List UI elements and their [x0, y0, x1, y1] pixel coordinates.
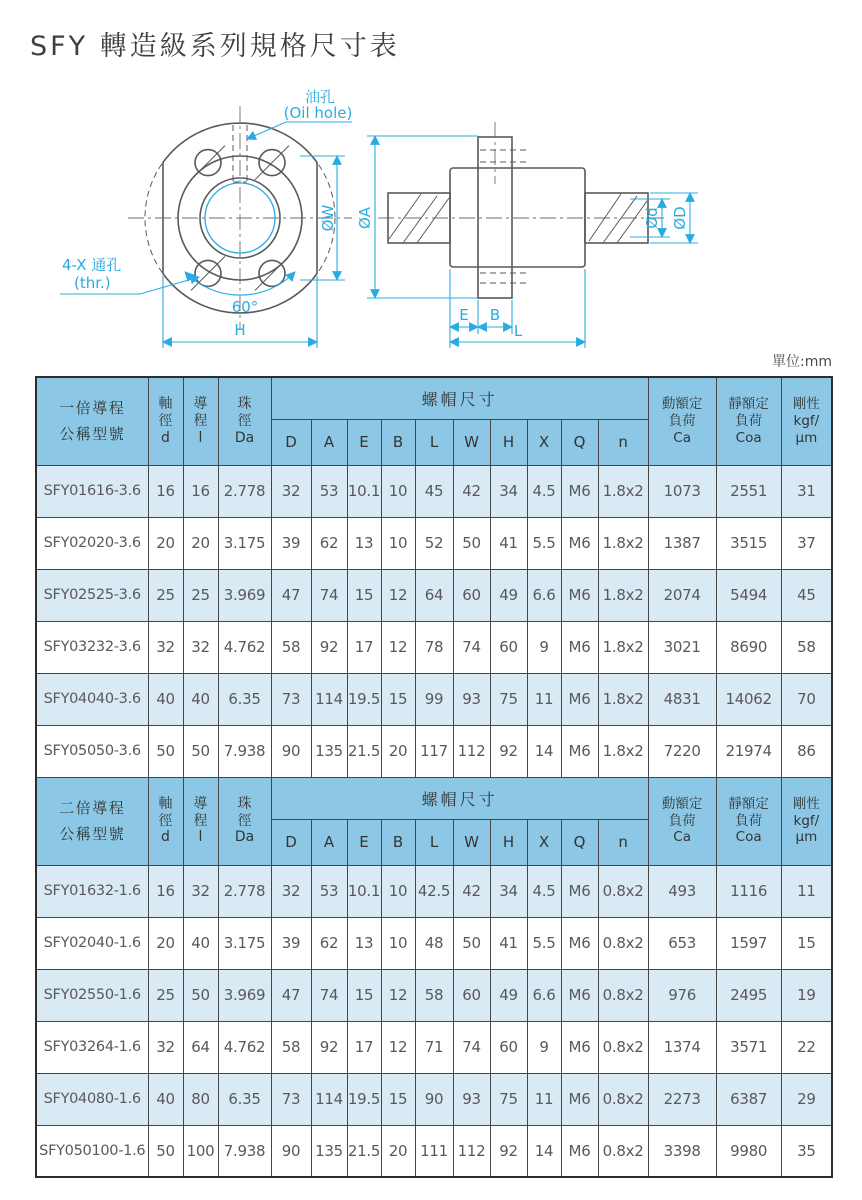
value-cell: 31: [781, 465, 832, 517]
value-cell: 75: [490, 1073, 527, 1125]
value-cell: 92: [311, 1021, 347, 1073]
value-cell: 100: [183, 1125, 218, 1177]
value-cell: 92: [490, 725, 527, 777]
value-cell: 1.8x2: [598, 621, 648, 673]
value-cell: 60: [490, 1021, 527, 1073]
value-cell: 0.8x2: [598, 865, 648, 917]
table-row: [36, 1021, 832, 1073]
value-cell: 1387: [648, 517, 716, 569]
value-cell: 1374: [648, 1021, 716, 1073]
value-cell: 3.969: [218, 969, 271, 1021]
value-cell: 47: [271, 569, 311, 621]
column-header-w: W: [453, 419, 490, 465]
value-cell: 10.1: [347, 865, 381, 917]
value-cell: 58: [271, 1021, 311, 1073]
value-cell: 112: [453, 1125, 490, 1177]
value-cell: 12: [381, 621, 415, 673]
column-header-lead: 導 程 l: [183, 777, 218, 865]
value-cell: 25: [183, 569, 218, 621]
value-cell: 2495: [716, 969, 781, 1021]
value-cell: 93: [453, 1073, 490, 1125]
value-cell: 92: [490, 1125, 527, 1177]
value-cell: 1597: [716, 917, 781, 969]
value-cell: 25: [148, 969, 183, 1021]
value-cell: M6: [561, 517, 598, 569]
value-cell: 32: [148, 621, 183, 673]
value-cell: 16: [183, 465, 218, 517]
column-header-l: L: [415, 419, 453, 465]
value-cell: 5.5: [527, 917, 561, 969]
table-row: [36, 865, 832, 917]
model-cell: SFY02020-3.6: [36, 517, 148, 569]
value-cell: 0.8x2: [598, 1021, 648, 1073]
unit-label: 單位:mm: [772, 354, 832, 370]
value-cell: 74: [311, 569, 347, 621]
value-cell: 37: [781, 517, 832, 569]
table-row: [36, 621, 832, 673]
value-cell: M6: [561, 1021, 598, 1073]
value-cell: 92: [311, 621, 347, 673]
value-cell: 22: [781, 1021, 832, 1073]
value-cell: 64: [183, 1021, 218, 1073]
column-header-static-load: 靜額定 負荷 Coa: [716, 377, 781, 465]
table-row: [36, 969, 832, 1021]
value-cell: 4.5: [527, 465, 561, 517]
value-cell: 49: [490, 969, 527, 1021]
value-cell: 86: [781, 725, 832, 777]
value-cell: 9: [527, 621, 561, 673]
oil-hole-label-zh: 油孔: [304, 88, 336, 106]
value-cell: 62: [311, 917, 347, 969]
dim-e-label: E: [459, 306, 469, 324]
value-cell: 99: [415, 673, 453, 725]
column-header-a: A: [311, 819, 347, 865]
table-row: [36, 517, 832, 569]
column-header-h: H: [490, 819, 527, 865]
column-header-shaft-dia: 軸 徑 d: [148, 377, 183, 465]
header-row-2: [36, 777, 832, 819]
dim-d-small-label: Ød: [643, 207, 661, 229]
dim-d-big-label: ØD: [671, 206, 689, 230]
value-cell: 12: [381, 1021, 415, 1073]
value-cell: 40: [148, 673, 183, 725]
value-cell: 15: [381, 1073, 415, 1125]
value-cell: 15: [781, 917, 832, 969]
value-cell: 17: [347, 1021, 381, 1073]
value-cell: 1.8x2: [598, 465, 648, 517]
column-header-ball-dia: 珠 徑 Da: [218, 777, 271, 865]
value-cell: 3021: [648, 621, 716, 673]
value-cell: 50: [148, 725, 183, 777]
value-cell: 6.35: [218, 1073, 271, 1125]
model-cell: SFY03264-1.6: [36, 1021, 148, 1073]
value-cell: 2074: [648, 569, 716, 621]
value-cell: 20: [183, 517, 218, 569]
value-cell: 42.5: [415, 865, 453, 917]
value-cell: 1073: [648, 465, 716, 517]
column-header-dynamic-load: 動額定 負荷 Ca: [648, 777, 716, 865]
value-cell: 10: [381, 517, 415, 569]
value-cell: 20: [381, 725, 415, 777]
value-cell: M6: [561, 673, 598, 725]
value-cell: 90: [271, 1125, 311, 1177]
column-header-rigidity: 剛性 kgf/ μm: [781, 377, 832, 465]
value-cell: M6: [561, 621, 598, 673]
table-row: [36, 673, 832, 725]
value-cell: 39: [271, 917, 311, 969]
value-cell: 9: [527, 1021, 561, 1073]
table-row: [36, 917, 832, 969]
value-cell: 20: [148, 517, 183, 569]
value-cell: 3.969: [218, 569, 271, 621]
value-cell: 3398: [648, 1125, 716, 1177]
value-cell: 39: [271, 517, 311, 569]
column-header-q: Q: [561, 819, 598, 865]
column-header-h: H: [490, 419, 527, 465]
column-header-nut-dimensions: 螺帽尺寸: [271, 777, 648, 819]
column-header-nut-dimensions: 螺帽尺寸: [271, 377, 648, 419]
value-cell: 2273: [648, 1073, 716, 1125]
oil-hole-label-en: (Oil hole): [283, 104, 353, 122]
column-header-n: n: [598, 419, 648, 465]
value-cell: 1116: [716, 865, 781, 917]
value-cell: 6387: [716, 1073, 781, 1125]
value-cell: 3571: [716, 1021, 781, 1073]
value-cell: 41: [490, 517, 527, 569]
value-cell: 10: [381, 917, 415, 969]
value-cell: 7220: [648, 725, 716, 777]
value-cell: 25: [148, 569, 183, 621]
model-cell: SFY050100-1.6: [36, 1125, 148, 1177]
column-header-lead: 導 程 l: [183, 377, 218, 465]
value-cell: 50: [183, 969, 218, 1021]
value-cell: 6.35: [218, 673, 271, 725]
value-cell: 13: [347, 517, 381, 569]
value-cell: 19: [781, 969, 832, 1021]
value-cell: 5.5: [527, 517, 561, 569]
value-cell: 2551: [716, 465, 781, 517]
value-cell: 53: [311, 865, 347, 917]
value-cell: 48: [415, 917, 453, 969]
model-cell: SFY05050-3.6: [36, 725, 148, 777]
value-cell: 73: [271, 1073, 311, 1125]
value-cell: 135: [311, 725, 347, 777]
value-cell: 2.778: [218, 865, 271, 917]
thru-hole-label-zh: 4-X 通孔: [62, 256, 122, 274]
value-cell: 3515: [716, 517, 781, 569]
value-cell: 11: [781, 865, 832, 917]
column-header-d: D: [271, 419, 311, 465]
dim-w-label: ØW: [319, 204, 337, 232]
value-cell: 70: [781, 673, 832, 725]
column-header-model: 二倍導程 公稱型號: [36, 777, 148, 865]
value-cell: 74: [311, 969, 347, 1021]
model-cell: SFY02550-1.6: [36, 969, 148, 1021]
value-cell: M6: [561, 865, 598, 917]
model-cell: SFY02040-1.6: [36, 917, 148, 969]
value-cell: 32: [183, 865, 218, 917]
value-cell: 42: [453, 865, 490, 917]
value-cell: 1.8x2: [598, 517, 648, 569]
column-header-a: A: [311, 419, 347, 465]
table-row: [36, 465, 832, 517]
value-cell: 1.8x2: [598, 673, 648, 725]
value-cell: 6.6: [527, 969, 561, 1021]
value-cell: 2.778: [218, 465, 271, 517]
value-cell: 21974: [716, 725, 781, 777]
value-cell: 64: [415, 569, 453, 621]
column-header-shaft-dia: 軸 徑 d: [148, 777, 183, 865]
dim-a-label: ØA: [356, 206, 374, 230]
column-header-dynamic-load: 動額定 負荷 Ca: [648, 377, 716, 465]
value-cell: 11: [527, 673, 561, 725]
value-cell: 80: [183, 1073, 218, 1125]
column-header-q: Q: [561, 419, 598, 465]
value-cell: 20: [381, 1125, 415, 1177]
value-cell: 21.5: [347, 725, 381, 777]
value-cell: 114: [311, 1073, 347, 1125]
value-cell: 19.5: [347, 1073, 381, 1125]
value-cell: M6: [561, 1125, 598, 1177]
value-cell: 653: [648, 917, 716, 969]
column-header-l: L: [415, 819, 453, 865]
column-header-x: X: [527, 419, 561, 465]
value-cell: 11: [527, 1073, 561, 1125]
column-header-n: n: [598, 819, 648, 865]
value-cell: 49: [490, 569, 527, 621]
column-header-static-load: 靜額定 負荷 Coa: [716, 777, 781, 865]
value-cell: 9980: [716, 1125, 781, 1177]
technical-drawing: [0, 72, 862, 372]
column-header-rigidity: 剛性 kgf/ μm: [781, 777, 832, 865]
value-cell: 58: [781, 621, 832, 673]
column-header-w: W: [453, 819, 490, 865]
value-cell: 47: [271, 969, 311, 1021]
value-cell: 74: [453, 1021, 490, 1073]
value-cell: 73: [271, 673, 311, 725]
angle-label: 60°: [231, 298, 259, 316]
value-cell: 0.8x2: [598, 1125, 648, 1177]
value-cell: 52: [415, 517, 453, 569]
value-cell: 50: [453, 517, 490, 569]
column-header-e: E: [347, 819, 381, 865]
value-cell: 10: [381, 865, 415, 917]
value-cell: 13: [347, 917, 381, 969]
model-cell: SFY04080-1.6: [36, 1073, 148, 1125]
value-cell: 117: [415, 725, 453, 777]
value-cell: 10: [381, 465, 415, 517]
value-cell: 50: [453, 917, 490, 969]
table-row: [36, 1073, 832, 1125]
value-cell: 15: [347, 569, 381, 621]
value-cell: M6: [561, 1073, 598, 1125]
value-cell: 53: [311, 465, 347, 517]
value-cell: 5494: [716, 569, 781, 621]
header-row-1: [36, 377, 832, 419]
value-cell: 62: [311, 517, 347, 569]
model-cell: SFY01616-3.6: [36, 465, 148, 517]
value-cell: 1.8x2: [598, 569, 648, 621]
value-cell: 3.175: [218, 517, 271, 569]
value-cell: 32: [271, 465, 311, 517]
value-cell: 45: [781, 569, 832, 621]
value-cell: 19.5: [347, 673, 381, 725]
page-title: SFY 轉造級系列規格尺寸表: [30, 31, 400, 62]
value-cell: 71: [415, 1021, 453, 1073]
value-cell: 74: [453, 621, 490, 673]
column-header-ball-dia: 珠 徑 Da: [218, 377, 271, 465]
value-cell: M6: [561, 465, 598, 517]
value-cell: M6: [561, 569, 598, 621]
value-cell: 7.938: [218, 1125, 271, 1177]
oil-passage-hidden-lines: [480, 150, 530, 283]
value-cell: 4831: [648, 673, 716, 725]
dim-h-label: H: [234, 321, 246, 339]
value-cell: 21.5: [347, 1125, 381, 1177]
value-cell: 12: [381, 969, 415, 1021]
table-row: [36, 725, 832, 777]
value-cell: 4.762: [218, 621, 271, 673]
value-cell: 58: [415, 969, 453, 1021]
table-row: [36, 1125, 832, 1177]
value-cell: 14062: [716, 673, 781, 725]
value-cell: 40: [148, 1073, 183, 1125]
value-cell: 29: [781, 1073, 832, 1125]
value-cell: 15: [381, 673, 415, 725]
value-cell: 34: [490, 865, 527, 917]
value-cell: 45: [415, 465, 453, 517]
value-cell: 90: [271, 725, 311, 777]
value-cell: 35: [781, 1125, 832, 1177]
column-header-b: B: [381, 419, 415, 465]
value-cell: 20: [148, 917, 183, 969]
value-cell: 32: [271, 865, 311, 917]
column-header-e: E: [347, 419, 381, 465]
value-cell: M6: [561, 725, 598, 777]
dim-b-label: B: [489, 306, 501, 324]
value-cell: 1.8x2: [598, 725, 648, 777]
oil-hole-leader: [247, 122, 352, 139]
value-cell: 40: [183, 917, 218, 969]
value-cell: 60: [453, 969, 490, 1021]
value-cell: 0.8x2: [598, 1073, 648, 1125]
table-row: [36, 569, 832, 621]
value-cell: 111: [415, 1125, 453, 1177]
value-cell: 0.8x2: [598, 969, 648, 1021]
value-cell: 976: [648, 969, 716, 1021]
value-cell: 60: [490, 621, 527, 673]
model-cell: SFY04040-3.6: [36, 673, 148, 725]
value-cell: 114: [311, 673, 347, 725]
value-cell: 8690: [716, 621, 781, 673]
value-cell: 32: [183, 621, 218, 673]
value-cell: 50: [148, 1125, 183, 1177]
value-cell: 112: [453, 725, 490, 777]
side-view: [378, 122, 698, 348]
column-header-x: X: [527, 819, 561, 865]
value-cell: 7.938: [218, 725, 271, 777]
value-cell: 60: [453, 569, 490, 621]
value-cell: 14: [527, 725, 561, 777]
model-cell: SFY03232-3.6: [36, 621, 148, 673]
value-cell: 50: [183, 725, 218, 777]
value-cell: 4.762: [218, 1021, 271, 1073]
column-header-b: B: [381, 819, 415, 865]
value-cell: 10.1: [347, 465, 381, 517]
value-cell: 58: [271, 621, 311, 673]
dim-l-label: L: [513, 322, 523, 340]
value-cell: 14: [527, 1125, 561, 1177]
model-cell: SFY01632-1.6: [36, 865, 148, 917]
value-cell: 34: [490, 465, 527, 517]
value-cell: 6.6: [527, 569, 561, 621]
value-cell: 42: [453, 465, 490, 517]
thru-hole-label-en: (thr.): [74, 274, 111, 292]
value-cell: 40: [183, 673, 218, 725]
value-cell: 90: [415, 1073, 453, 1125]
value-cell: 4.5: [527, 865, 561, 917]
value-cell: M6: [561, 969, 598, 1021]
nut-body-outline: [450, 168, 585, 267]
spec-table: [35, 376, 833, 1178]
value-cell: 78: [415, 621, 453, 673]
value-cell: 16: [148, 465, 183, 517]
column-header-d: D: [271, 819, 311, 865]
column-header-model: 一倍導程 公稱型號: [36, 377, 148, 465]
value-cell: M6: [561, 917, 598, 969]
value-cell: 16: [148, 865, 183, 917]
value-cell: 17: [347, 621, 381, 673]
value-cell: 15: [347, 969, 381, 1021]
value-cell: 493: [648, 865, 716, 917]
value-cell: 41: [490, 917, 527, 969]
value-cell: 93: [453, 673, 490, 725]
value-cell: 12: [381, 569, 415, 621]
value-cell: 135: [311, 1125, 347, 1177]
value-cell: 0.8x2: [598, 917, 648, 969]
value-cell: 32: [148, 1021, 183, 1073]
value-cell: 3.175: [218, 917, 271, 969]
value-cell: 75: [490, 673, 527, 725]
model-cell: SFY02525-3.6: [36, 569, 148, 621]
